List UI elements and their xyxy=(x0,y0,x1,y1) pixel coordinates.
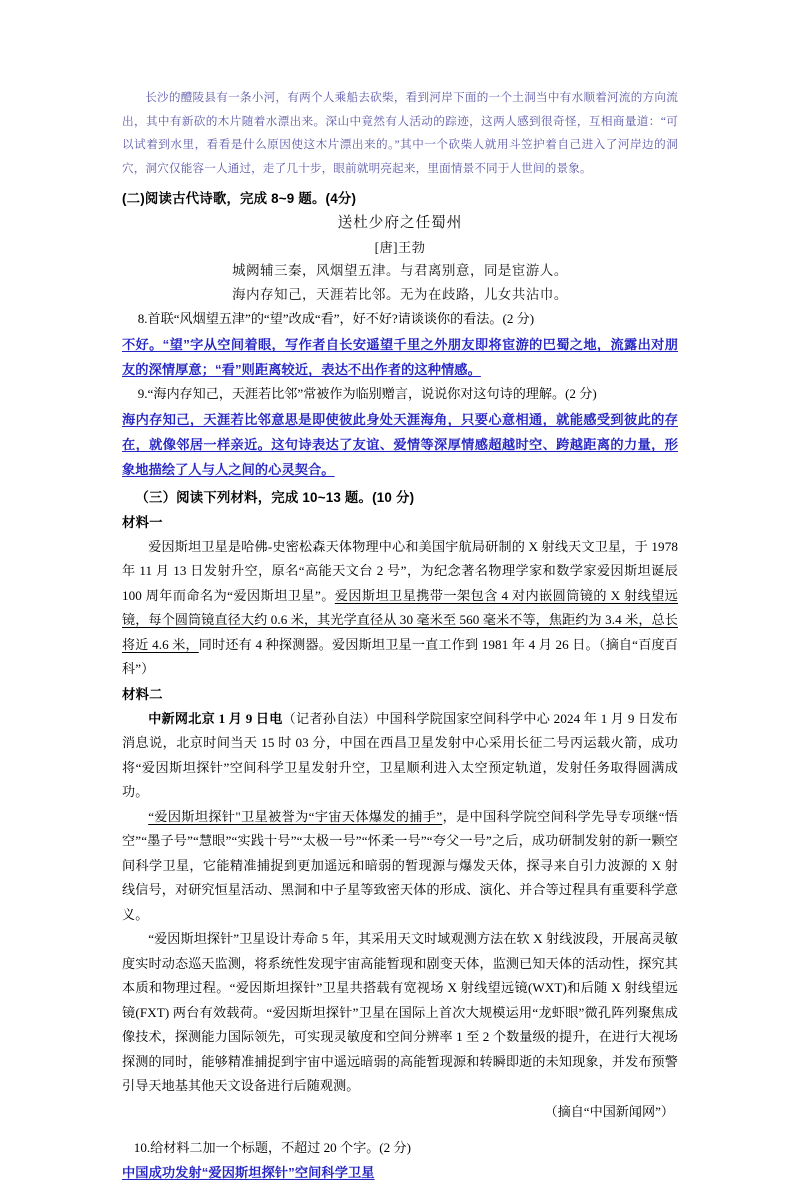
material-one-segment: 爱因斯坦卫星是哈佛-史密松森天体物理中心和美国宇航局研制的 X 射线天文卫星，于 1978 年 11 月 13 日发射升空，原名“高能天文台 2 号”，为纪念著名物理学家和数学家爱因斯坦诞辰 100 周年而命名为“爱因斯坦卫星”。 xyxy=(122,538,678,603)
classical-translation-paragraph: 长沙的醴陵县有一条小河，有两个人乘船去砍柴，看到河岸下面的一个土洞当中有水顺着河流的方向流出，其中有新砍的木片随着水漂出来。深山中竟然有人活动的踪迹，这两人感到很奇怪，互相商量道：“可以试着到水里，看看是什么原因使这木片漂出来的。”其中一个砍柴人就用斗笠护着自己进入了河岸边的洞穴，洞穴仅能容一人通过，走了几十步，眼前就明亮起来，里面情景不同于人世间的景象。 xyxy=(122,91,678,175)
spacer xyxy=(122,1125,678,1136)
section-two-heading: (二)阅读古代诗歌，完成 8~9 题。(4分) xyxy=(122,191,357,207)
material-one-body xyxy=(122,535,678,682)
material-one-segment-tail: 同时还有 4 种探测器。爱因斯坦卫星一直工作到 1981 年 4 月 26 日。（摘自“百度百科”） xyxy=(122,636,678,677)
section-three-heading: （三）阅读下列材料，完成 10~13 题。(10 分) xyxy=(135,489,415,505)
poem-author: [唐]王勃 xyxy=(374,240,426,256)
material-two-segment: “爱因斯坦探针”卫星设计寿命 5 年，其采用天文时域观测方法在软 X 射线波段，开展高灵敏度实时动态巡天监测，将系统性发现宇宙高能暂现和剧变天体，监测已知天体的活动性，探究其本质和物理过程。“爱因斯坦探针”卫星共搭载有宽视场 X 射线望远镜(WXT)和后随 X 射线望远镜(FXT) 两台有效载荷。“爱因斯坦探针”卫星在国际上首次大规模运用“龙虾眼”微孔阵列聚焦成像技术，探测能力国际领先，可实现灵敏度和空间分辨率 1 至 2 个数量级的提升，在进行大视场探测的同时，能够精准捕捉到宇宙中遥远暗弱的高能暂现源和转瞬即逝的未知现象，并发布预警引导天地基其他天文设备进行后随观测。 xyxy=(122,931,678,1094)
material-two-label: 材料二 xyxy=(122,686,163,702)
material-two-segment: ，是中国科学院空间科学先导专项继“悟空”“墨子号”“慧眼”“实践十号”“太极一号”“怀柔一号”“夸父一号”之后，成功研制发射的新一颗空间科学卫星，它能精准捕捉到更加遥远和暗弱的暂现源与爆发天体，探寻来自引力波源的 X 射线信号，对研究恒星活动、黑洞和中子星等致密天体的形成、演化、并合等过程具有重要科学意义。 xyxy=(122,808,678,922)
material-one-label: 材料一 xyxy=(122,514,163,530)
question-8-answer[interactable]: 不好。“望”字从空间着眼，写作者自长安遥望千里之外朋友即将宦游的巴蜀之地，流露出对朋友的深情厚意；“看”则距离较近，表达不出作者的这种情感。 xyxy=(122,336,678,378)
question-9-prompt: 9.“海内存知己，天涯若比邻”常被作为临别赠言，说说你对这句诗的理解。(2 分) xyxy=(137,386,597,402)
poem-title: 送杜少府之任蜀州 xyxy=(337,215,463,232)
page-content xyxy=(122,86,678,1185)
material-two-paragraph-3 xyxy=(122,927,678,1099)
newswire-dateline: 中新网北京 1 月 9 日电 xyxy=(148,710,283,726)
poem-line: 海内存知己，天涯若比邻。无为在歧路，儿女共沾巾。 xyxy=(232,287,568,303)
material-two-source: （摘自“中国新闻网”） xyxy=(544,1103,674,1119)
material-one-underlined-segment: 爱因斯坦卫星携带一架包含 4 对内嵌圆筒镜的 X 射线望远镜，每个圆筒镜直径大约 0.6 米，其光学直径从 30 毫米至 560 毫米不等，焦距约为 3.4 米，总长将近 4.6 米， xyxy=(122,587,679,652)
question-8-prompt: 8.首联“风烟望五津”的“望”改成“看”，好不好?请谈谈你的看法。(2 分) xyxy=(137,311,535,327)
material-two-underlined-segment: “爱因斯坦探针"卫星被誉为“宇宙天体爆发的捕手” xyxy=(148,808,443,824)
question-9-answer[interactable]: 海内存知己，天涯若比邻意思是即使彼此身处天涯海角，只要心意相通，就能感受到彼此的存在，就像邻居一样亲近。这句诗表达了友谊、爱情等深厚情感超越时空、跨越距离的力量，形象地描绘了人与人之间的心灵契合。 xyxy=(122,411,678,478)
material-two-paragraph-2 xyxy=(122,805,678,928)
poem-line: 城阙辅三秦，风烟望五津。与君离别意，同是宦游人。 xyxy=(232,263,568,279)
question-10-answer[interactable] xyxy=(122,1160,678,1185)
material-two-paragraph-1 xyxy=(122,707,678,805)
question-10-answer-text: 中国成功发射“爱因斯坦探针”空间科学卫星 xyxy=(122,1165,375,1181)
material-two-segment: （记者孙自法）中国科学院国家空间科学中心 2024 年 1 月 9 日发布消息说，北京时间当天 15 时 03 分，中国在西昌卫星发射中心采用长征二号丙运载火箭，成功将“爱因斯坦探针”空间科学卫星发射升空，卫星顺利进入太空预定轨道，发射任务取得圆满成功。 xyxy=(122,710,678,800)
question-10-prompt: 10.给材料二加一个标题，不超过 20 个字。(2 分) xyxy=(133,1139,411,1155)
